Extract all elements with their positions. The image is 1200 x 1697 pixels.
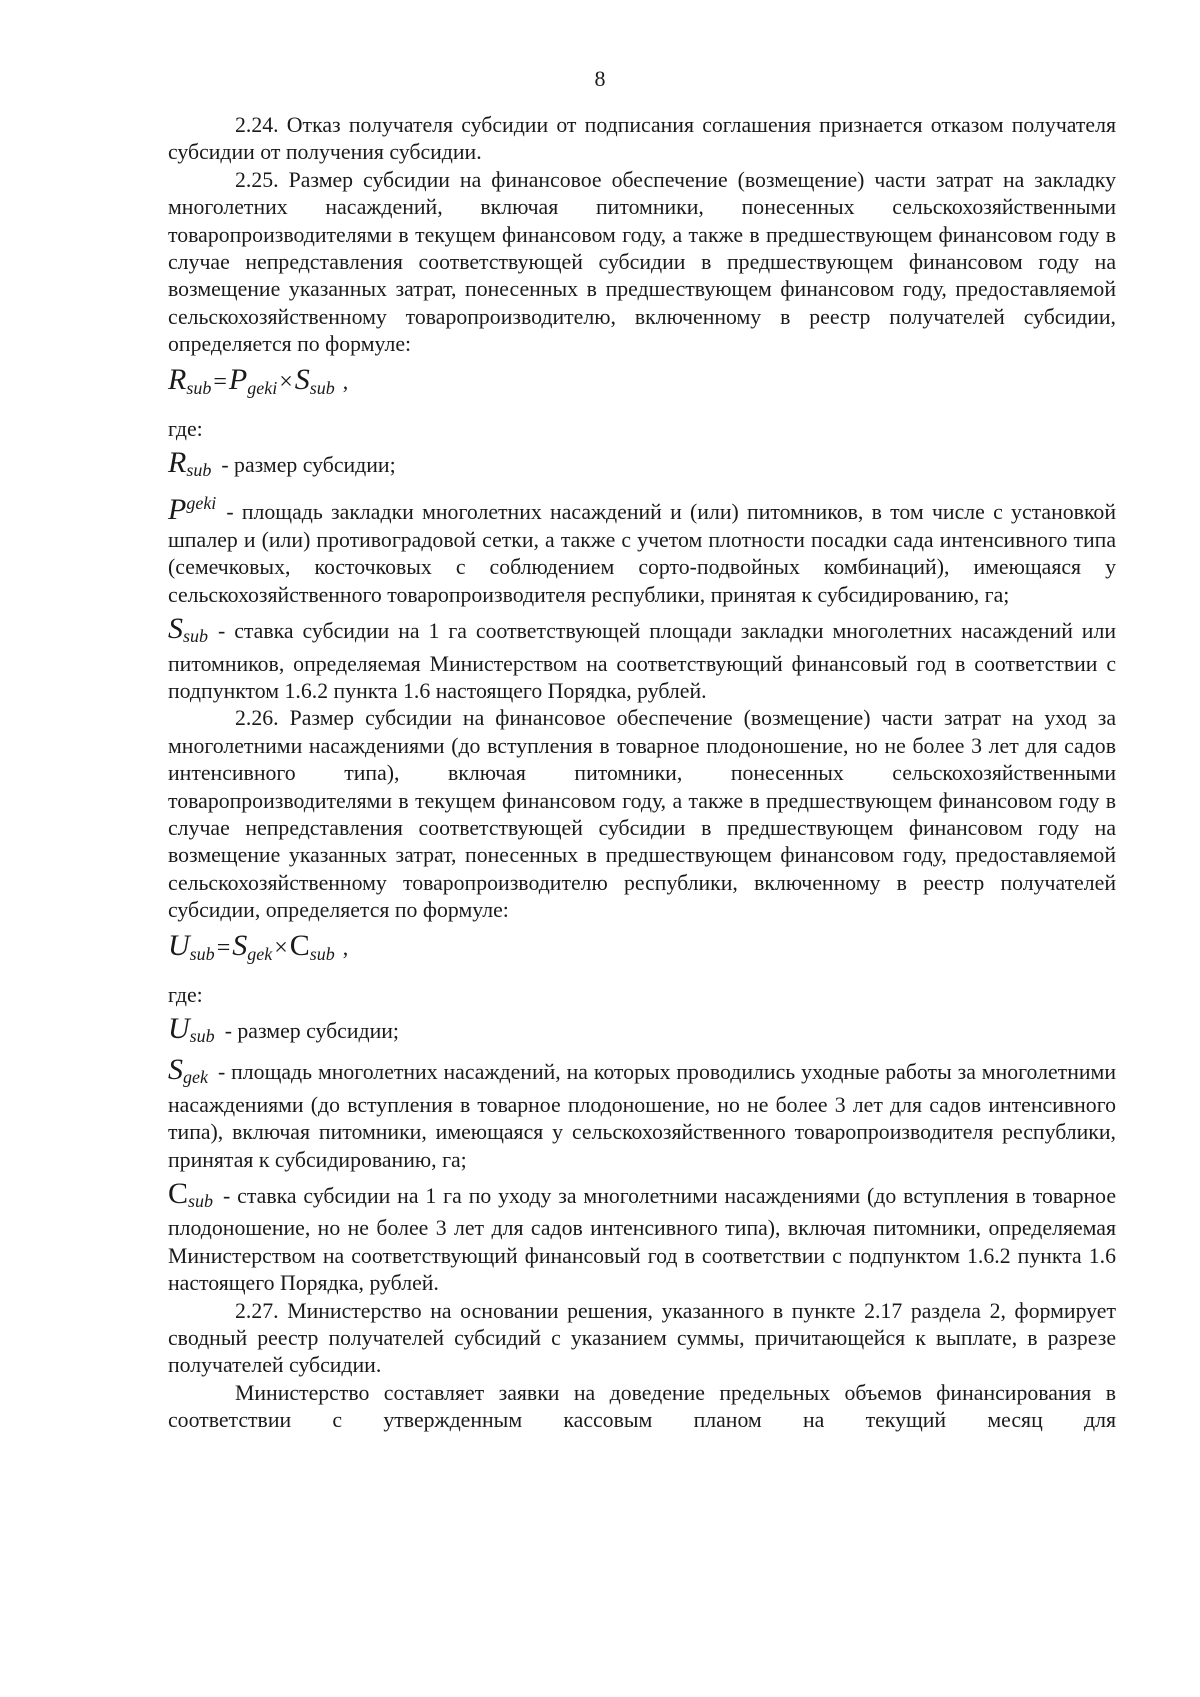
formula-r: R — [168, 362, 187, 396]
symbol-p-geki: $P^{geki}$ — [168, 493, 217, 527]
formula-s: S — [294, 362, 310, 396]
formula-p: P — [228, 362, 248, 396]
formula-c: C — [289, 928, 310, 962]
formula-times-2: × — [274, 934, 288, 961]
definition-s-text: - ставка субсидии на 1 га соответствующей площади закладки многолетних насаждений или питомников, определяемая Министерством на соответствующий финансовый год в соответствии с подпунктом 1.6.2 пункта 1.6 настоящего Порядка, рублей. — [168, 619, 1116, 703]
formula-comma: , — [342, 368, 349, 394]
formula-equals: = — [213, 368, 227, 395]
paragraph-2-26: 2.26. Размер субсидии на финансовое обеспечение (возмещение) части затрат на уход за многолетними насаждениями (до вступления в товарное плодоношение, но не более 3 лет для садов интенсивного типа), включая питомники, понесенных сельскохозяйственными товаропроизводителями в текущем финансовом году, а также в предшествующем финансовом году в случае непредставления соответствующей субсидии в предшествующем финансовом году на возмещение указанных затрат, понесенных в предшествующем финансовом году, предоставляемой сельскохозяйственному товаропроизводителю республики, включенному в реестр получателей субсидии, определяется по формуле: — [168, 706, 1116, 923]
formula-r-subscript: sub — [186, 377, 212, 398]
symbol-r-sub: $R_{sub}$ — [168, 446, 212, 481]
formula-r-sub — [168, 362, 1116, 406]
definition-u-text: - размер субсидии; — [224, 1018, 399, 1043]
symbol-c-sub: $C_{sub}$ — [168, 1177, 214, 1211]
definition-p-text: - площадь закладки многолетних насаждений и (или) питомников, в том числе с установкой шпалер и (или) противоградовой сетки, а также с учетом плотности посадки сада интенсивного типа (семечковых, косточковых с соблюдением сорто-подвойных комбинаций), имеющаяся у сельскохозяйственного товаропроизводителя республики, принятая к субсидированию, га; — [168, 500, 1116, 607]
paragraph-2-27: 2.27. Министерство на основании решения, указанного в пункте 2.17 раздела 2, формирует сводный реестр получателей субсидий с указанием суммы, причитающейся к выплате, в разрезе получателей субсидии. — [168, 1298, 1116, 1378]
paragraph-2-24: 2.24. Отказ получателя субсидии от подписания соглашения признается отказом получателя субсидии от получения субсидии. — [168, 113, 1116, 165]
formula-comma-2: , — [342, 934, 349, 960]
definition-s-sub — [168, 612, 1116, 705]
document-body — [168, 112, 1116, 1435]
formula-u-subscript: sub — [189, 943, 215, 964]
where-label-1: где: — [168, 416, 203, 441]
formula-p-subscript: geki — [247, 377, 278, 398]
formula-u-sub — [168, 928, 1116, 972]
where-label-2: где: — [168, 982, 203, 1007]
definition-u-sub — [168, 1011, 1116, 1050]
paragraph-2-25: 2.25. Размер субсидии на финансовое обеспечение (возмещение) части затрат на закладку многолетних насаждений, включая питомники, понесенных сельскохозяйственными товаропроизводителями в текущем финансовом году, а также в предшествующем финансовом году в случае непредставления соответствующей субсидии в предшествующем финансовом году на возмещение указанных затрат, понесенных в предшествующем финансовом году, предоставляемой сельскохозяйственному товаропроизводителю, включенному в реестр получателей субсидии, определяется по формуле: — [168, 167, 1116, 357]
definition-r-text: - размер субсидии; — [221, 453, 396, 478]
definition-c-text: - ставка субсидии на 1 га по уходу за многолетними насаждениями (до вступления в товарное плодоношение, но не более 3 лет для садов интенсивного типа), включая питомники, определяемая Министерством на соответствующий финансовый год в соответствии с подпунктом 1.6.2 пункта 1.6 настоящего Порядка, рублей. — [168, 1184, 1116, 1296]
symbol-s-sub: $S_{sub}$ — [168, 612, 209, 647]
symbol-u-sub: $U_{sub}$ — [168, 1011, 215, 1046]
formula-times: × — [279, 368, 293, 395]
formula-s-gek: S — [232, 928, 248, 962]
formula-s-gek-subscript: gek — [247, 943, 273, 964]
definition-p-geki — [168, 490, 1116, 609]
formula-c-subscript: sub — [309, 943, 335, 964]
definition-r-sub — [168, 446, 1116, 484]
paragraph-2-27-continued: Министерство составляет заявки на доведение предельных объемов финансирования в соответствии с утвержденным кассовым планом на текущий месяц для — [168, 1380, 1116, 1433]
definition-c-sub — [168, 1177, 1116, 1298]
definition-s-gek-text: - площадь многолетних насаждений, на которых проводились уходные работы за многолетними насаждениями (до вступления в товарное плодоношение, но не более 3 лет для садов интенсивного типа), включая питомники, имеющаяся у сельскохозяйственного товаропроизводителя республики, принятая к субсидированию, га; — [168, 1060, 1116, 1172]
page-number: 8 — [594, 66, 606, 91]
definition-s-gek — [168, 1053, 1116, 1174]
symbol-s-gek: $S_{gek}$ — [168, 1053, 208, 1088]
formula-equals-2: = — [216, 934, 231, 961]
formula-s-subscript: sub — [309, 377, 335, 398]
formula-u: U — [168, 928, 190, 962]
